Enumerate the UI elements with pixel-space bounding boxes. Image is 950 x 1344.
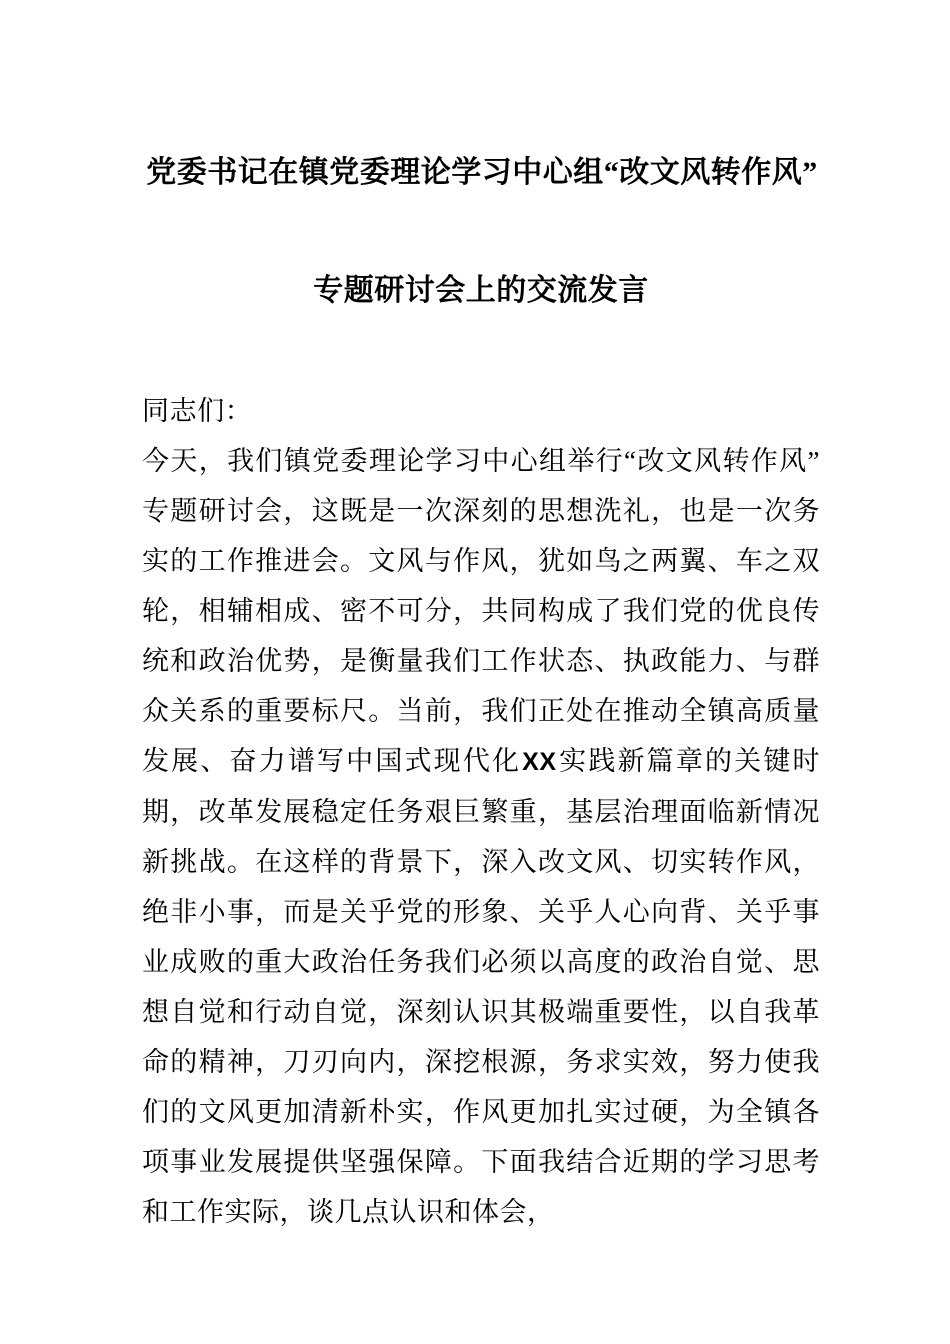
document-title-line-2: 专题研讨会上的交流发言 xyxy=(313,274,649,307)
paragraph-segment-2: 实践新篇章的关键时期，改革发展稳定任务艰巨繁重，基层治理面临新情况新挑战。在这样的背景下，深入改文风、切实转作风，绝非小事，而是关乎党的形象、关乎人心向背、关乎事业成败的重大政治任务我们必须以高度的政治自觉、思想自觉和行动自觉，深刻认识其极端重要性，以自我革命的精神，刀刃向内，深挖根源，务求实效，努力使我们的文风更加清新朴实，作风更加扎实过硬，为全镇各项事业发展提供坚强保障。下面我结合近期的学习思考和工作实际，谈几点认识和体会， xyxy=(142,746,821,1227)
paragraph-segment-1: 今天，我们镇党委理论学习中心组举行“改文风转作风”专题研讨会，这既是一次深刻的思想洗礼，也是一次务实的工作推进会。文风与作风，犹如鸟之两翼、车之双轮，相辅相成、密不可分，共同构成了我们党的优良传统和政治优势，是衡量我们工作状态、执政能力、与群众关系的重要标尺。当前，我们正处在推动全镇高质量发展、奋力谱写中国式现代化 xyxy=(142,446,820,776)
salutation: 同志们： xyxy=(142,396,253,426)
document-title-line-1: 党委书记在镇党委理论学习中心组“改文风转作风” xyxy=(146,156,818,189)
document-body xyxy=(142,386,820,1237)
body-paragraph xyxy=(142,436,820,1237)
placeholder-token: XX xyxy=(522,748,557,776)
